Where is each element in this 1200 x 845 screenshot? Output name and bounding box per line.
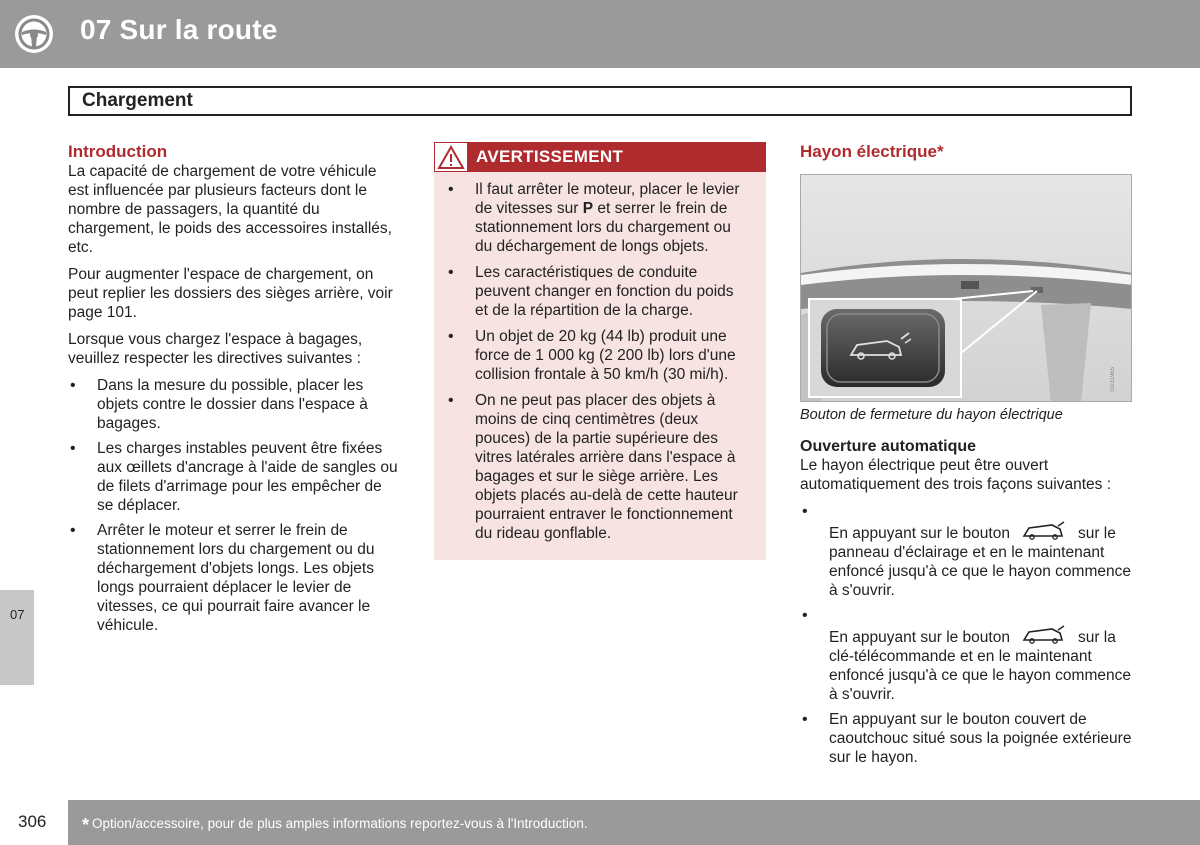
tailgate-button-figure bbox=[800, 174, 1132, 402]
warning-column bbox=[434, 142, 766, 560]
page-number: 306 bbox=[18, 812, 47, 831]
warning-list bbox=[434, 172, 766, 543]
guidelines-paragraph: Lorsque vous chargez l'espace à bagages, veuillez respecter les directives suivantes : bbox=[68, 331, 363, 367]
auto-open-heading: Ouverture automatique bbox=[800, 438, 977, 455]
section-header bbox=[68, 86, 1132, 116]
chapter-side-tab bbox=[0, 590, 34, 685]
intro-column bbox=[68, 142, 398, 641]
chapter-title: 07 Sur la route bbox=[80, 14, 278, 45]
warning-box bbox=[434, 142, 766, 560]
figure-code: G031965 bbox=[1110, 367, 1116, 392]
list-item: • Arrêter le moteur et serrer le frein de stationnement lors du chargement ou du déchargement d'objets longs. Les objets longs pourraient déplacer le levier de vitesses, ce qui pourrait faire avancer le véhicule. bbox=[68, 521, 398, 635]
warning-triangle-icon bbox=[435, 143, 467, 171]
header-corner bbox=[0, 0, 68, 68]
intro-paragraph: La capacité de chargement de votre véhicule est influencée par plusieurs facteurs dont le nombre de passagers, la quantité du chargement, le poids des accessoires installés, etc. bbox=[68, 163, 392, 256]
warning-header bbox=[434, 142, 766, 172]
footnote-star: * bbox=[82, 815, 90, 835]
list-item: • Dans la mesure du possible, placer les objets contre le dossier dans l'espace à bagages. bbox=[68, 376, 398, 433]
intro-heading: Introduction bbox=[68, 142, 168, 161]
auto-open-intro: Le hayon électrique peut être ouvert automatiquement des trois façons suivantes : bbox=[800, 457, 1112, 493]
tailgate-illustration bbox=[801, 175, 1132, 402]
warning-title: AVERTISSEMENT bbox=[476, 147, 624, 166]
list-item: • En appuyant sur le bouton couvert de caoutchouc situé sous la poignée extérieure sur le hayon. bbox=[800, 710, 1134, 767]
footnote bbox=[82, 815, 588, 836]
steering-wheel-icon bbox=[14, 14, 54, 54]
list-item: • Les caractéristiques de conduite peuvent changer en fonction du poids et de la répartition de la charge. bbox=[446, 263, 750, 320]
tailgate-heading: Hayon électrique* bbox=[800, 142, 944, 161]
auto-open-list bbox=[800, 502, 1134, 767]
section-title: Chargement bbox=[82, 90, 193, 111]
footnote-text: Option/accessoire, pour de plus amples informations reportez-vous à l'Introduction. bbox=[92, 816, 588, 831]
list-item: • Il faut arrêter le moteur, placer le levier de vitesses sur P et serrer le frein de stationnement lors du chargement ou du déchargement de longs objets. bbox=[446, 180, 750, 256]
tailgate-icon bbox=[1020, 521, 1066, 541]
cargo-space-paragraph: Pour augmenter l'espace de chargement, on peut replier les dossiers des sièges arrière, voir page 101. bbox=[68, 266, 393, 321]
tailgate-column bbox=[800, 142, 1134, 773]
list-item: • Un objet de 20 kg (44 lb) produit une force de 1 000 kg (2 200 lb) lors d'une collision frontale à 50 km/h (30 mi/h). bbox=[446, 327, 750, 384]
chapter-tab-label: 07 bbox=[10, 607, 25, 622]
warning-icon-frame bbox=[434, 142, 468, 172]
list-item: • En appuyant sur le bouton sur la clé-télécommande et en le maintenant enfoncé jusqu'à ce que le hayon commence à s'ouvrir. bbox=[800, 606, 1134, 704]
guidelines-list bbox=[68, 376, 398, 635]
list-item: • En appuyant sur le bouton sur le panneau d'éclairage et en le maintenant enfoncé jusqu'à ce que le hayon commence à s'ouvrir. bbox=[800, 502, 1134, 600]
gear-position-label: P bbox=[582, 200, 594, 217]
tailgate-icon bbox=[1020, 625, 1066, 645]
list-item: • Les charges instables peuvent être fixées aux œillets d'ancrage à l'aide de sangles ou de filets d'arrimage pour les empêcher de se déplacer. bbox=[68, 439, 398, 515]
figure-caption: Bouton de fermeture du hayon électrique bbox=[800, 407, 1063, 423]
list-item: • On ne peut pas placer des objets à moins de cinq centimètres (deux pouces) de la partie supérieure des vitres latérales arrière dans l'espace à bagages et sur le siège arrière. Les objets placés au-delà de cette hauteur pourraient entraver le fonctionnement du rideau gonflable. bbox=[446, 391, 750, 543]
